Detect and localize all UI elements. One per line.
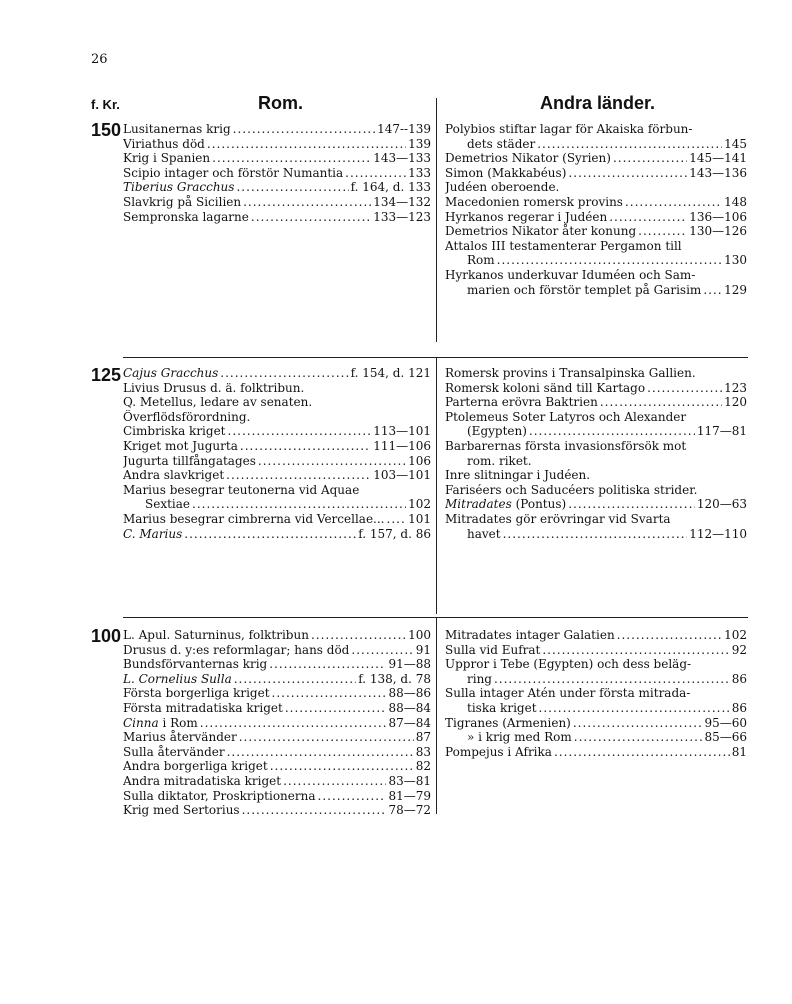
chronology-entry [445,424,747,439]
chronology-entry [123,454,431,469]
chronology-entry [123,483,431,498]
entry-text: Tigranes (Armenien) [445,715,571,730]
entry-years: 139 [408,136,431,151]
chronology-entry [445,210,747,225]
chronology-entry [123,701,431,716]
entry-text: Parterna erövra Baktrien [445,395,598,410]
leader-dots [684,239,745,254]
entry-years: 111—106 [373,438,431,453]
chronology-entry [445,151,747,166]
leader-dots [592,468,745,483]
chronology-entry [445,366,747,381]
entry-text: Första borgerliga kriget [123,686,270,701]
entry-text: Viriathus död [123,136,205,151]
other-entries [445,122,747,297]
leader-dots [609,210,687,225]
entry-text: L. Apul. Saturninus, folktribun [123,628,309,642]
entry-text: Lusitanernas krig [123,122,231,136]
leader-dots [270,759,414,774]
chronology-entry [123,381,431,396]
chronology-entry [123,410,431,425]
leader-dots [625,195,722,210]
leader-dots [258,454,406,469]
leader-dots [494,672,730,687]
entry-text: » i krig med Rom [467,730,572,745]
leader-dots [306,381,429,396]
leader-dots [573,716,703,731]
leader-dots [240,439,371,454]
chronology-entry [445,381,747,396]
chronology-entry [123,497,431,512]
entry-years: 81—79 [388,788,431,803]
leader-dots [252,410,429,425]
entry-years: 91 [415,642,431,657]
entry-text: Judéen oberoende. [445,180,560,195]
entry-years: 87 [415,730,431,745]
rome-entries [123,628,431,818]
entry-years: f. 157, d. 86 [358,526,431,541]
entry-years: 145 [724,136,747,151]
entry-years: 86 [731,671,747,686]
chronology-entry [445,410,747,425]
chronology-entry [123,468,431,483]
entry-text: Scipio intager och förstör Numantia [123,165,344,180]
year-column-header: f. Kr. [91,97,120,112]
chronology-entry [123,210,431,225]
entry-years: 123 [724,380,747,395]
chronology-entry [445,239,747,254]
entry-years: 85—66 [704,730,747,745]
entry-years: 148 [724,194,747,209]
leader-dots [251,210,371,225]
rome-entries [123,122,431,224]
chronology-entry [123,628,431,643]
chronology-entry [445,268,747,283]
entry-years: 113—101 [373,424,431,439]
leader-dots [600,395,722,410]
leader-dots [574,730,703,745]
entry-text: Hyrkanos regerar i Judéen [445,209,608,224]
entry-text: Rom [467,253,495,268]
section-year: 100 [91,626,122,646]
entry-text: Marius besegrar teutonerna vid Aquae [123,482,360,497]
entry-text: Uppror i Tebe (Egypten) och dess beläg- [445,657,692,672]
chronology-entry [445,195,747,210]
entry-text: Andra slavkriget [123,468,225,483]
chronology-entry [123,166,431,181]
entry-text: Attalos III testamenterar Pergamon till [445,238,682,253]
entry-text: Simon (Makkabéus) [445,165,567,180]
chronology-entry [123,527,431,542]
entry-years: 83—81 [388,773,431,788]
leader-dots [554,745,730,760]
chronology-entry [445,701,747,716]
entry-text: marien och förstör templet på Garisim [467,282,702,297]
entry-years: f. 164, d. 133 [350,180,431,195]
leader-dots [692,686,745,701]
leader-dots [285,701,387,716]
chronology-entry [123,137,431,152]
entry-text: L. Cornelius Sulla [123,671,232,686]
chronology-entry [445,468,747,483]
entry-text: tiska kriget [467,700,537,715]
entry-text: Sulla diktator, Proskriptionerna [123,788,316,803]
entry-years: 81 [731,744,747,759]
chronology-entry [445,745,747,760]
entry-years: f. 154, d. 121 [350,366,431,380]
leader-dots [568,166,687,181]
chronology-entry [123,672,431,687]
entry-years: 91—88 [388,657,431,672]
entry-text: Ptolemeus Soter Latyros och Alexander [445,409,687,424]
chronology-entry [445,527,747,542]
entry-text: Sulla återvänder [123,744,225,759]
entry-text: Demetrios Nikator (Syrien) [445,151,611,166]
leader-dots [184,527,356,542]
leader-dots [561,180,745,195]
entry-years: 95—60 [704,715,747,730]
entry-text: Barbarernas första invasionsförsök mot [445,438,687,453]
entry-years: 117—81 [696,424,747,439]
entry-text: Livius Drusus d. ä. folktribun. [123,380,305,395]
entry-text: dets städer [467,136,536,151]
entry-text: Fariséers och Saducéers politiska strider. [445,482,698,497]
chronology-entry [445,283,747,298]
chronology-entry [445,643,747,658]
chronology-entry [123,643,431,658]
leader-dots [542,643,729,658]
chronology-entry [445,497,747,512]
entry-years: 102 [408,497,431,512]
entry-text: Tiberius Gracchus [123,180,235,195]
other-entries [445,366,747,541]
leader-dots [638,224,687,239]
entry-text: Inre slitningar i Judéen. [445,468,591,483]
chronology-entry [123,180,431,195]
chronology-entry [445,180,747,195]
chronology-entry [123,395,431,410]
column-divider [436,98,437,342]
entry-text: Cinna i Rom [123,715,198,730]
leader-dots [228,424,372,439]
leader-dots [207,137,406,152]
leader-dots [345,166,406,181]
chronology-entry [123,657,431,672]
entry-text: Q. Metellus, ledare av senaten. [123,395,313,410]
other-entries [445,628,747,759]
entry-years: 120—63 [696,497,747,512]
entry-text: Cimbriska kriget [123,424,226,439]
leader-dots [497,253,722,268]
entry-text: Marius återvänder [123,730,237,745]
chronology-entry [123,759,431,774]
entry-text: Mitradates (Pontus) [445,497,567,512]
entry-text: havet [467,526,501,541]
entry-years: 133—123 [373,209,431,224]
leader-dots [283,774,386,789]
entry-text: Romersk koloni sänd till Kartago [445,380,646,395]
entry-years: 86 [731,700,747,715]
leader-dots [647,381,722,396]
entry-years: 83 [415,744,431,759]
page-number: 26 [91,52,108,67]
chronology-entry [123,745,431,760]
chronology-entry [445,253,747,268]
leader-dots [703,283,722,298]
leader-dots [694,122,745,137]
entry-text: Mitradates gör erövringar vid Svarta [445,511,671,526]
entry-text: ring [467,671,492,686]
leader-dots [234,672,357,687]
entry-text: Macedonien romersk provins [445,194,623,209]
entry-years: 120 [724,395,747,410]
entry-years: 129 [724,282,747,297]
chronology-entry [123,512,431,527]
entry-years: 92 [731,642,747,657]
entry-years: 147--139 [377,122,431,136]
entry-text: Andra mitradatiska kriget [123,773,282,788]
entry-text: Pompejus i Afrika [445,744,552,759]
leader-dots [537,137,722,152]
entry-text: Marius besegrar cimbrerna vid Vercellae... [123,511,385,526]
entry-years: 103—101 [373,468,431,483]
entry-years: 106 [408,453,431,468]
chronology-entry [445,454,747,469]
entry-text: Sulla intager Atén under första mitrada- [445,686,691,701]
chronology-entry [445,122,747,137]
entry-years: 134—132 [373,194,431,209]
leader-dots [226,468,371,483]
entry-text: Överflödsförordning. [123,409,251,424]
chronology-entry [445,224,747,239]
leader-dots [699,483,745,498]
column-divider [436,358,437,614]
entry-text: Sempronska lagarne [123,209,249,224]
leader-dots [693,657,745,672]
chronology-entry [123,424,431,439]
entry-years: 88—86 [388,686,431,701]
leader-dots [688,439,745,454]
entry-text: Jugurta tillfångatages [123,453,256,468]
other-countries-column-header: Andra länder. [540,93,656,113]
leader-dots [529,424,695,439]
entry-text: Drusus d. y:es reformlagar; hans död [123,642,350,657]
entry-years: 130—126 [689,224,747,239]
leader-dots [351,643,413,658]
chronology-entry [445,657,747,672]
entry-years: 102 [724,628,747,642]
leader-dots [239,730,414,745]
entry-years: 145—141 [689,151,747,166]
entry-text: Slavkrig på Sicilien [123,194,242,209]
entry-years: f. 138, d. 78 [358,671,431,686]
leader-dots [311,628,406,643]
chronology-entry [123,803,431,818]
leader-dots [318,789,387,804]
chronology-entry [123,730,431,745]
chronology-entry [445,730,747,745]
entry-years: 87—84 [388,715,431,730]
leader-dots [613,151,687,166]
leader-dots [698,366,745,381]
entry-text: rom. riket. [467,453,532,468]
entry-text: Krig med Sertorius [123,803,240,818]
leader-dots [269,657,386,672]
chronology-entry [445,512,747,527]
leader-dots [539,701,730,716]
entry-years: 136—106 [689,209,747,224]
leader-dots [192,497,406,512]
section-year: 150 [91,120,122,140]
leader-dots [673,512,745,527]
leader-dots [387,512,407,527]
entry-text: Hyrkanos underkuvar Iduméen och Sam- [445,267,696,282]
entry-text: Cajus Gracchus [123,366,219,380]
entry-years: 143—136 [689,165,747,180]
chronology-entry [445,628,747,643]
entry-text: Demetrios Nikator åter konung [445,224,637,239]
chronology-entry [123,151,431,166]
chronology-entry [123,195,431,210]
entry-text: Sulla vid Eufrat [445,642,541,657]
rome-entries [123,366,431,541]
leader-dots [534,454,745,469]
chronology-entry [123,439,431,454]
entry-years: 143—133 [373,151,431,166]
entry-text: C. Marius [123,526,183,541]
chronology-entry [445,439,747,454]
chronology-entry [445,716,747,731]
entry-text: Mitradates intager Galatien [445,628,615,642]
chronology-entry [123,716,431,731]
leader-dots [688,410,745,425]
leader-dots [617,628,722,643]
section-year: 125 [91,365,122,385]
leader-dots [568,497,695,512]
leader-dots [233,122,375,137]
chronology-entry [445,686,747,701]
leader-dots [314,395,429,410]
chronology-entry [445,166,747,181]
entry-years: 133 [408,165,431,180]
leader-dots [503,527,688,542]
entry-text: Första mitradatiska kriget [123,700,283,715]
chronology-entry [123,789,431,804]
entry-years: 112—110 [689,526,747,541]
entry-text: Andra borgerliga kriget [123,759,268,774]
leader-dots [236,180,348,195]
entry-text: Polybios stiftar lagar för Akaiska förbun- [445,122,693,136]
entry-text: Romersk provins i Transalpinska Gallien. [445,366,696,380]
leader-dots [227,745,414,760]
leader-dots [272,686,387,701]
entry-years: 101 [408,511,431,526]
entry-years: 88—84 [388,700,431,715]
chronology-entry [123,122,431,137]
chronology-entry [445,672,747,687]
entry-years: 78—72 [388,803,431,818]
entry-text: Kriget mot Jugurta [123,438,238,453]
chronology-entry [445,137,747,152]
leader-dots [242,803,387,818]
column-divider [436,618,437,814]
entry-text: Sextiae [145,497,191,512]
leader-dots [361,483,429,498]
chronology-entry [445,483,747,498]
leader-dots [697,268,745,283]
leader-dots [212,151,371,166]
leader-dots [200,716,387,731]
chronology-entry [123,774,431,789]
entry-text: Krig i Spanien [123,151,211,166]
entry-text: (Egypten) [467,424,527,439]
entry-years: 100 [408,628,431,642]
entry-years: 130 [724,253,747,268]
rome-column-header: Rom. [258,93,303,113]
leader-dots [220,366,348,381]
chronology-entry [445,395,747,410]
entry-text: Bundsförvanternas krig [123,657,268,672]
leader-dots [243,195,371,210]
chronology-entry [123,366,431,381]
entry-years: 82 [415,759,431,774]
chronology-entry [123,686,431,701]
